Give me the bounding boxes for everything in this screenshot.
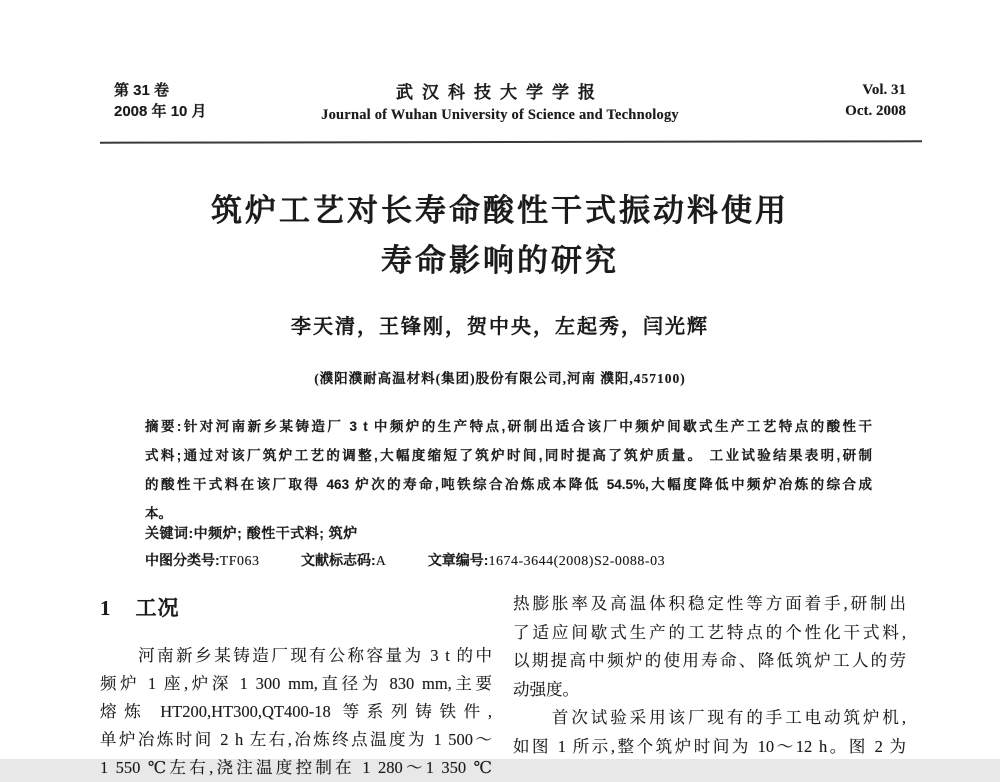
right-column bbox=[513, 590, 906, 761]
header-journal-block bbox=[250, 78, 750, 124]
clc-label: 中图分类号: bbox=[145, 552, 220, 568]
text-line: 动强度。 bbox=[513, 679, 579, 699]
article-no-group bbox=[428, 554, 665, 569]
header-volume-block bbox=[114, 80, 207, 122]
text-line: 单炉冶炼时间 2 h 左右,冶炼终点温度为 1 500～ bbox=[100, 730, 492, 749]
text-line: 如图 1 所示,整个筑炉时间为 10～12 h。图 2 为 bbox=[513, 736, 907, 756]
affiliation-line: (濮阳濮耐高温材料(集团)股份有限公司,河南 濮阳,457100) bbox=[314, 371, 686, 386]
volume-en: Vol. 31 bbox=[862, 82, 906, 98]
text-line: 以期提高中频炉的使用寿命、降低筑炉工人的劳 bbox=[513, 651, 906, 670]
text-line: 热膨胀率及高温体积稳定性等方面着手,研制出 bbox=[513, 594, 906, 613]
doc-code-label: 文献标志码: bbox=[301, 552, 376, 568]
journal-name-cn: 武汉科技大学学报 bbox=[396, 83, 604, 102]
paper-title-line2: 寿命影响的研究 bbox=[381, 243, 619, 278]
keywords-line: 关键词:中频炉; 酸性干式料; 筑炉 bbox=[145, 525, 358, 541]
text-line: 河南新乡某铸造厂现有公称容量为 3 t 的中 bbox=[100, 646, 492, 665]
section-1-title: 工况 bbox=[135, 596, 180, 620]
text-line: 首次试验采用该厂现有的手工电动筑炉机, bbox=[513, 708, 906, 727]
text-line: 本。 bbox=[145, 506, 172, 521]
section-1-paragraph bbox=[100, 642, 492, 782]
clc-value: TF063 bbox=[219, 554, 260, 569]
right-column-paragraph-2 bbox=[513, 704, 906, 761]
volume-cn: 第 31 卷 bbox=[114, 82, 170, 99]
clc-group bbox=[145, 554, 260, 569]
article-meta-row bbox=[145, 550, 703, 570]
text-line: 摘要:针对河南新乡某铸造厂 3 t 中频炉的生产特点,研制出适合该厂中频炉间歇式生产工艺特点的酸性干 bbox=[145, 419, 872, 434]
header-rule bbox=[100, 140, 922, 143]
text-line: 的酸性干式料在该厂取得 463 炉次的寿命,吨铁综合冶炼成本降低 54.5%,大幅度降低中频炉冶炼的综合成 bbox=[145, 477, 872, 492]
authors-line: 李天清，王锋刚，贺中央，左起秀，闫光辉 bbox=[291, 316, 709, 338]
section-1-heading bbox=[100, 592, 492, 622]
doc-code-group bbox=[301, 554, 386, 569]
text-line: 频炉 1 座,炉深 1 300 mm,直径为 830 mm,主要 bbox=[100, 674, 492, 693]
left-column bbox=[100, 592, 492, 782]
abstract-block bbox=[145, 412, 872, 528]
header-issue-block bbox=[845, 80, 906, 122]
article-no-value: 1674-3644(2008)S2-0088-03 bbox=[488, 554, 666, 569]
paper-title bbox=[0, 186, 1000, 286]
right-column-paragraph-1 bbox=[513, 590, 906, 704]
journal-name-en: Journal of Wuhan University of Science and Technology bbox=[321, 107, 679, 123]
text-line: 1 550 ℃左右,浇注温度控制在 1 280～1 350 ℃ bbox=[100, 758, 492, 777]
doc-code-value: A bbox=[375, 554, 387, 569]
section-1-number: 1 bbox=[100, 596, 112, 620]
article-no-label: 文章编号: bbox=[427, 552, 489, 568]
text-line: 式料;通过对该厂筑炉工艺的调整,大幅度缩短了筑炉时间,同时提高了筑炉质量。 工业试验结果表明,研制 bbox=[145, 448, 872, 463]
text-line: 了适应间歇式生产的工艺特点的个性化干式料, bbox=[513, 622, 906, 642]
text-line: 熔炼 HT200,HT300,QT400-18 等系列铸铁件, bbox=[100, 702, 492, 721]
date-en: Oct. 2008 bbox=[845, 103, 906, 119]
paper-title-line1: 筑炉工艺对长寿命酸性干式振动料使用 bbox=[211, 193, 789, 228]
date-cn: 2008 年 10 月 bbox=[114, 103, 207, 120]
